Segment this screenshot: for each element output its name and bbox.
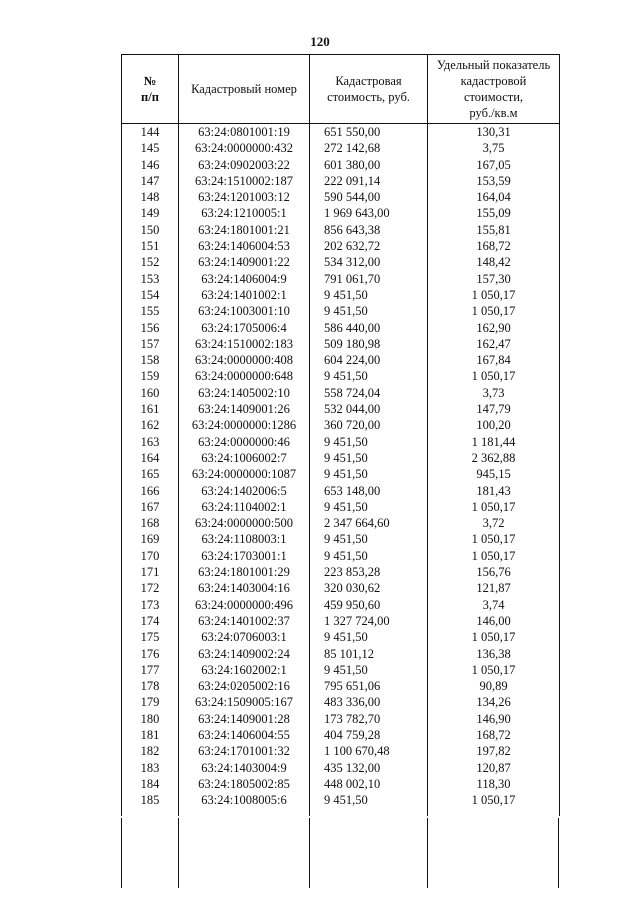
table-row — [122, 499, 560, 515]
unit-cost-cell: 1 181,44 — [428, 434, 560, 450]
unit-cost-cell: 130,31 — [428, 124, 560, 141]
table-row — [122, 629, 560, 645]
cadastral-number-cell: 63:24:1210005:1 — [179, 205, 310, 221]
header-cadastral-cost — [310, 55, 428, 124]
cadastral-cost-cell: 9 451,50 — [310, 434, 428, 450]
cadastral-number-cell: 63:24:0000000:500 — [179, 515, 310, 531]
unit-cost-cell: 1 050,17 — [428, 792, 560, 816]
cadastral-number-cell: 63:24:1401002:37 — [179, 613, 310, 629]
cadastral-number-cell: 63:24:1108003:1 — [179, 531, 310, 547]
cadastral-cost-cell: 9 451,50 — [310, 662, 428, 678]
row-index-cell: 168 — [122, 515, 179, 531]
table-row — [122, 401, 560, 417]
table-row — [122, 564, 560, 580]
table-row — [122, 271, 560, 287]
row-index-cell: 144 — [122, 124, 179, 141]
unit-cost-cell: 1 050,17 — [428, 531, 560, 547]
row-index-cell: 150 — [122, 222, 179, 238]
table-row — [122, 694, 560, 710]
cadastral-number-cell: 63:24:1405002:10 — [179, 385, 310, 401]
cadastral-cost-cell: 85 101,12 — [310, 646, 428, 662]
row-index-cell: 158 — [122, 352, 179, 368]
unit-cost-cell: 136,38 — [428, 646, 560, 662]
cadastral-cost-cell: 272 142,68 — [310, 140, 428, 156]
cadastral-number-cell: 63:24:1403004:16 — [179, 580, 310, 596]
table-row — [122, 515, 560, 531]
cadastral-number-cell: 63:24:1701001:32 — [179, 743, 310, 759]
cadastral-cost-cell: 9 451,50 — [310, 531, 428, 547]
unit-cost-cell: 162,47 — [428, 336, 560, 352]
cadastral-number-cell: 63:24:1406004:53 — [179, 238, 310, 254]
cadastral-cost-cell: 586 440,00 — [310, 320, 428, 336]
row-index-cell: 147 — [122, 173, 179, 189]
table-row — [122, 124, 560, 141]
cadastral-number-cell: 63:24:0000000:648 — [179, 368, 310, 384]
header-cost-label: Кадастровая стоимость, руб. — [327, 74, 410, 104]
table-row — [122, 140, 560, 156]
table-row — [122, 434, 560, 450]
cadastral-number-cell: 63:24:1801001:21 — [179, 222, 310, 238]
cadastral-number-cell: 63:24:1409001:26 — [179, 401, 310, 417]
cadastral-number-cell: 63:24:1602002:1 — [179, 662, 310, 678]
row-index-cell: 178 — [122, 678, 179, 694]
table-row — [122, 238, 560, 254]
row-index-cell: 172 — [122, 580, 179, 596]
cadastral-cost-cell: 9 451,50 — [310, 303, 428, 319]
cadastral-number-cell: 63:24:0706003:1 — [179, 629, 310, 645]
table-row — [122, 760, 560, 776]
cadastral-number-cell: 63:24:1201003:12 — [179, 189, 310, 205]
unit-cost-cell: 3,72 — [428, 515, 560, 531]
table-row — [122, 597, 560, 613]
row-index-cell: 162 — [122, 417, 179, 433]
cadastral-number-cell: 63:24:1510002:187 — [179, 173, 310, 189]
table-tail — [121, 818, 559, 888]
cadastral-number-cell: 63:24:0000000:408 — [179, 352, 310, 368]
table-row — [122, 254, 560, 270]
table-row — [122, 792, 560, 816]
row-index-cell: 164 — [122, 450, 179, 466]
unit-cost-cell: 146,90 — [428, 711, 560, 727]
table-row — [122, 417, 560, 433]
row-index-cell: 173 — [122, 597, 179, 613]
cadastral-number-cell: 63:24:1008005:6 — [179, 792, 310, 816]
unit-cost-cell: 3,75 — [428, 140, 560, 156]
cadastral-cost-cell: 9 451,50 — [310, 499, 428, 515]
cadastral-cost-cell: 9 451,50 — [310, 466, 428, 482]
cadastral-number-cell: 63:24:1403004:9 — [179, 760, 310, 776]
unit-cost-cell: 155,81 — [428, 222, 560, 238]
unit-cost-cell: 2 362,88 — [428, 450, 560, 466]
row-index-cell: 153 — [122, 271, 179, 287]
cadastral-cost-cell: 1 327 724,00 — [310, 613, 428, 629]
cadastral-cost-cell: 601 380,00 — [310, 157, 428, 173]
unit-cost-cell: 120,87 — [428, 760, 560, 776]
cadastral-number-cell: 63:24:1406004:55 — [179, 727, 310, 743]
table-row — [122, 743, 560, 759]
cadastral-number-cell: 63:24:1801001:29 — [179, 564, 310, 580]
cadastral-cost-cell: 651 550,00 — [310, 124, 428, 141]
cadastral-cost-cell: 534 312,00 — [310, 254, 428, 270]
cadastral-number-cell: 63:24:0902003:22 — [179, 157, 310, 173]
row-index-cell: 148 — [122, 189, 179, 205]
tail-divider-1 — [178, 818, 179, 888]
row-index-cell: 182 — [122, 743, 179, 759]
cadastral-number-cell: 63:24:1409001:28 — [179, 711, 310, 727]
unit-cost-cell: 146,00 — [428, 613, 560, 629]
unit-cost-cell: 1 050,17 — [428, 303, 560, 319]
row-index-cell: 165 — [122, 466, 179, 482]
cadastral-number-cell: 63:24:1409001:22 — [179, 254, 310, 270]
unit-cost-cell: 1 050,17 — [428, 629, 560, 645]
tail-divider-3 — [427, 818, 428, 888]
cadastral-number-cell: 63:24:0000000:1286 — [179, 417, 310, 433]
cadastral-cost-cell: 404 759,28 — [310, 727, 428, 743]
cadastral-cost-cell: 856 643,38 — [310, 222, 428, 238]
row-index-cell: 174 — [122, 613, 179, 629]
unit-cost-cell: 134,26 — [428, 694, 560, 710]
cadastral-cost-cell: 448 002,10 — [310, 776, 428, 792]
row-index-cell: 151 — [122, 238, 179, 254]
header-no-label: № п/п — [141, 74, 159, 104]
header-unit-cost — [428, 55, 560, 124]
cadastral-number-cell: 63:24:0000000:1087 — [179, 466, 310, 482]
cadastral-cost-cell: 320 030,62 — [310, 580, 428, 596]
unit-cost-cell: 1 050,17 — [428, 368, 560, 384]
unit-cost-cell: 164,04 — [428, 189, 560, 205]
table-row — [122, 646, 560, 662]
row-index-cell: 183 — [122, 760, 179, 776]
table-row — [122, 711, 560, 727]
row-index-cell: 157 — [122, 336, 179, 352]
cadastral-number-cell: 63:24:0801001:19 — [179, 124, 310, 141]
cadastral-number-cell: 63:24:1003001:10 — [179, 303, 310, 319]
row-index-cell: 161 — [122, 401, 179, 417]
unit-cost-cell: 168,72 — [428, 238, 560, 254]
unit-cost-cell: 167,05 — [428, 157, 560, 173]
table-row — [122, 662, 560, 678]
cadastral-number-cell: 63:24:1703001:1 — [179, 548, 310, 564]
cadastral-cost-cell: 9 451,50 — [310, 368, 428, 384]
row-index-cell: 160 — [122, 385, 179, 401]
cadastral-cost-cell: 360 720,00 — [310, 417, 428, 433]
cadastral-cost-cell: 9 451,50 — [310, 450, 428, 466]
table-header — [122, 55, 560, 124]
table-row — [122, 613, 560, 629]
row-index-cell: 145 — [122, 140, 179, 156]
table-row — [122, 222, 560, 238]
unit-cost-cell: 100,20 — [428, 417, 560, 433]
cadastral-cost-cell: 1 969 643,00 — [310, 205, 428, 221]
cadastral-cost-cell: 459 950,60 — [310, 597, 428, 613]
header-cadastral-number — [179, 55, 310, 124]
unit-cost-cell: 167,84 — [428, 352, 560, 368]
table-row — [122, 189, 560, 205]
row-index-cell: 185 — [122, 792, 179, 816]
row-index-cell: 175 — [122, 629, 179, 645]
cadastral-number-cell: 63:24:1705006:4 — [179, 320, 310, 336]
table-row — [122, 173, 560, 189]
row-index-cell: 181 — [122, 727, 179, 743]
cadastral-cost-cell: 532 044,00 — [310, 401, 428, 417]
cadastral-cost-cell: 1 100 670,48 — [310, 743, 428, 759]
unit-cost-cell: 148,42 — [428, 254, 560, 270]
table-row — [122, 336, 560, 352]
unit-cost-cell: 157,30 — [428, 271, 560, 287]
cadastral-number-cell: 63:24:1401002:1 — [179, 287, 310, 303]
cadastral-number-cell: 63:24:1104002:1 — [179, 499, 310, 515]
cadastral-number-cell: 63:24:0000000:496 — [179, 597, 310, 613]
row-index-cell: 159 — [122, 368, 179, 384]
table-row — [122, 450, 560, 466]
row-index-cell: 171 — [122, 564, 179, 580]
table-row — [122, 678, 560, 694]
table-row — [122, 466, 560, 482]
cadastral-cost-cell: 795 651,06 — [310, 678, 428, 694]
table-row — [122, 580, 560, 596]
cadastral-number-cell: 63:24:1509005:167 — [179, 694, 310, 710]
cadastral-cost-cell: 509 180,98 — [310, 336, 428, 352]
row-index-cell: 180 — [122, 711, 179, 727]
table-row — [122, 205, 560, 221]
row-index-cell: 146 — [122, 157, 179, 173]
unit-cost-cell: 3,73 — [428, 385, 560, 401]
row-index-cell: 155 — [122, 303, 179, 319]
cadastral-table — [121, 54, 560, 816]
cadastral-number-cell: 63:24:1805002:85 — [179, 776, 310, 792]
row-index-cell: 167 — [122, 499, 179, 515]
table-row — [122, 157, 560, 173]
unit-cost-cell: 153,59 — [428, 173, 560, 189]
table-row — [122, 352, 560, 368]
table-row — [122, 727, 560, 743]
table-row — [122, 531, 560, 547]
unit-cost-cell: 90,89 — [428, 678, 560, 694]
unit-cost-cell: 181,43 — [428, 483, 560, 499]
cadastral-number-cell: 63:24:1406004:9 — [179, 271, 310, 287]
table-row — [122, 368, 560, 384]
row-index-cell: 163 — [122, 434, 179, 450]
cadastral-cost-cell: 2 347 664,60 — [310, 515, 428, 531]
unit-cost-cell: 162,90 — [428, 320, 560, 336]
cadastral-cost-cell: 222 091,14 — [310, 173, 428, 189]
table-row — [122, 548, 560, 564]
unit-cost-cell: 156,76 — [428, 564, 560, 580]
row-index-cell: 152 — [122, 254, 179, 270]
table-row — [122, 320, 560, 336]
cadastral-cost-cell: 483 336,00 — [310, 694, 428, 710]
header-row-number — [122, 55, 179, 124]
row-index-cell: 156 — [122, 320, 179, 336]
cadastral-number-cell: 63:24:1006002:7 — [179, 450, 310, 466]
row-index-cell: 179 — [122, 694, 179, 710]
tail-divider-2 — [309, 818, 310, 888]
cadastral-number-cell: 63:24:0205002:16 — [179, 678, 310, 694]
cadastral-cost-cell: 173 782,70 — [310, 711, 428, 727]
cadastral-cost-cell: 223 853,28 — [310, 564, 428, 580]
unit-cost-cell: 1 050,17 — [428, 499, 560, 515]
unit-cost-cell: 121,87 — [428, 580, 560, 596]
cadastral-cost-cell: 653 148,00 — [310, 483, 428, 499]
unit-cost-cell: 197,82 — [428, 743, 560, 759]
cadastral-cost-cell: 9 451,50 — [310, 792, 428, 816]
table-row — [122, 303, 560, 319]
cadastral-cost-cell: 604 224,00 — [310, 352, 428, 368]
unit-cost-cell: 1 050,17 — [428, 548, 560, 564]
cadastral-cost-cell: 558 724,04 — [310, 385, 428, 401]
unit-cost-cell: 945,15 — [428, 466, 560, 482]
row-index-cell: 176 — [122, 646, 179, 662]
cadastral-number-cell: 63:24:0000000:432 — [179, 140, 310, 156]
cadastral-cost-cell: 435 132,00 — [310, 760, 428, 776]
unit-cost-cell: 155,09 — [428, 205, 560, 221]
unit-cost-cell: 3,74 — [428, 597, 560, 613]
cadastral-cost-cell: 590 544,00 — [310, 189, 428, 205]
unit-cost-cell: 147,79 — [428, 401, 560, 417]
cadastral-cost-cell: 9 451,50 — [310, 287, 428, 303]
unit-cost-cell: 118,30 — [428, 776, 560, 792]
row-index-cell: 166 — [122, 483, 179, 499]
row-index-cell: 154 — [122, 287, 179, 303]
unit-cost-cell: 1 050,17 — [428, 287, 560, 303]
row-index-cell: 177 — [122, 662, 179, 678]
unit-cost-cell: 168,72 — [428, 727, 560, 743]
cadastral-number-cell: 63:24:1409002:24 — [179, 646, 310, 662]
row-index-cell: 149 — [122, 205, 179, 221]
page-number: 120 — [310, 34, 330, 49]
cadastral-number-cell: 63:24:1402006:5 — [179, 483, 310, 499]
row-index-cell: 170 — [122, 548, 179, 564]
header-number-label: Кадастровый номер — [191, 82, 297, 96]
cadastral-cost-cell: 9 451,50 — [310, 629, 428, 645]
cadastral-cost-cell: 791 061,70 — [310, 271, 428, 287]
cadastral-cost-cell: 202 632,72 — [310, 238, 428, 254]
header-unit-label: Удельный показатель кадастровой стоимости, руб./кв.м — [436, 58, 551, 120]
table-body — [122, 124, 560, 817]
row-index-cell: 169 — [122, 531, 179, 547]
table-row — [122, 287, 560, 303]
row-index-cell: 184 — [122, 776, 179, 792]
table-row — [122, 776, 560, 792]
cadastral-cost-cell: 9 451,50 — [310, 548, 428, 564]
table-row — [122, 483, 560, 499]
table-row — [122, 385, 560, 401]
unit-cost-cell: 1 050,17 — [428, 662, 560, 678]
cadastral-number-cell: 63:24:0000000:46 — [179, 434, 310, 450]
cadastral-number-cell: 63:24:1510002:183 — [179, 336, 310, 352]
